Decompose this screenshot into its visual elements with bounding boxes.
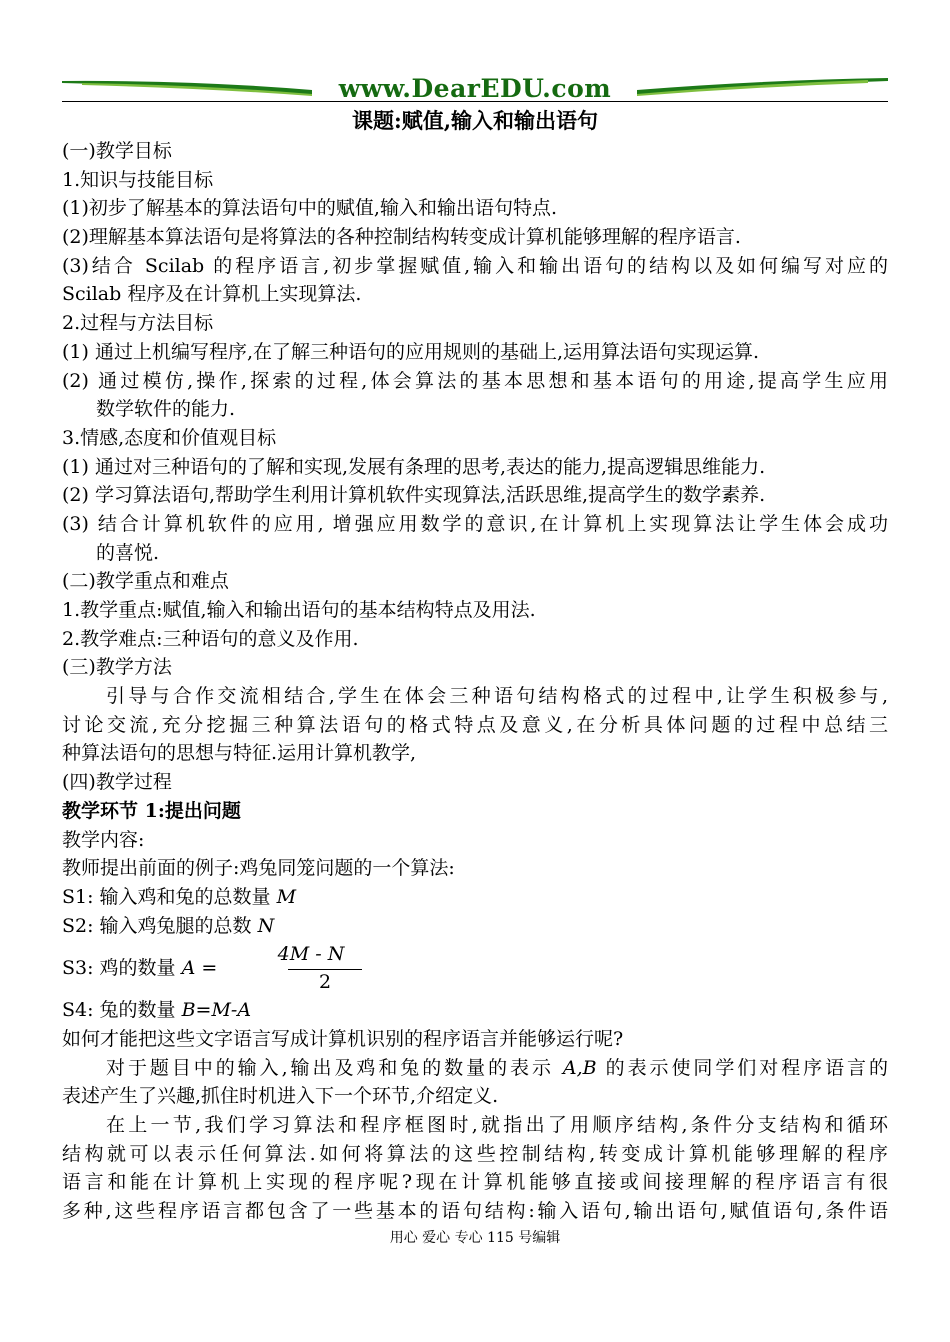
math-variable: M [276, 885, 297, 908]
text-line: (2) 通过模仿,操作,探索的过程,体会算法的基本思想和基本语句的用途,提高学生应用 [62, 369, 888, 392]
text-line: 的喜悦. [96, 541, 160, 564]
section-heading: (一)教学目标 [62, 140, 172, 162]
step-heading: 教学环节 1:提出问题 [62, 799, 241, 822]
text-line: 表述产生了兴趣,抓住时机进入下一个环节,介绍定义. [62, 1085, 499, 1108]
text-line: 在上一节,我们学习算法和程序框图时,就指出了用顺序结构,条件分支结构和循环 [106, 1114, 888, 1136]
text-line: 1.教学重点:赋值,输入和输出语句的基本结构特点及用法. [62, 599, 536, 621]
step-text: S3: 鸡的数量 [62, 957, 176, 980]
text-line: (2) 学习算法语句,帮助学生利用计算机软件实现算法,活跃思维,提高学生的数学素养. [62, 484, 766, 507]
step-text: S1: 输入鸡和兔的总数量 [62, 885, 277, 908]
text-line: (1) 通过对三种语句的了解和实现,发展有条理的思考,表达的能力,提高逻辑思维能力. [62, 455, 766, 478]
text-line: Scilab 程序及在计算机上实现算法. [62, 283, 362, 306]
subsection-heading: 2.过程与方法目标 [62, 312, 214, 335]
formula-fraction [258, 940, 364, 996]
algorithm-step-s2 [62, 912, 888, 941]
text-line: (3) 结合计算机软件的应用, 增强应用数学的意识,在计算机上实现算法让学生体会成功 [62, 512, 888, 535]
text-line: (3)结合 Scilab 的程序语言,初步掌握赋值,输入和输出语句的结构以及如何编写对应的 [62, 254, 888, 277]
text-span: 对于题目中的输入,输出及鸡和兔的数量的表示 [106, 1056, 563, 1079]
text-line: 2.教学难点:三种语句的意义及作用. [62, 627, 359, 650]
text-line: 引导与合作交流相结合,学生在体会三种语句结构格式的过程中,让学生积极参与, [106, 685, 888, 708]
site-logo-text: www.DearEDU.com [338, 74, 612, 103]
page-footer: 用心 爱心 专心 115 号编辑 [389, 1230, 561, 1246]
step-label [62, 954, 217, 983]
step-text: S4: 兔的数量 [62, 999, 182, 1022]
text-line: (2)理解基本算法语句是将算法的各种控制结构转变成计算机能够理解的程序语言. [62, 226, 741, 249]
text-line: (1) 通过上机编写程序,在了解三种语句的应用规则的基础上,运用算法语句实现运算. [62, 340, 760, 363]
page-title: 课题:赋值,输入和输出语句 [351, 108, 599, 133]
text-line: 语言和能在计算机上实现的程序呢?现在计算机能够直接或间接理解的程序语言有很 [62, 1171, 888, 1194]
fraction-numerator: 4M - N [277, 943, 345, 966]
text-line: 多种,这些程序语言都包含了一些基本的语句结构:输入语句,输出语句,赋值语句,条件语 [62, 1200, 888, 1223]
text-line: 数学软件的能力. [96, 398, 236, 421]
text-line: 种算法语句的思想与特征.运用计算机教学, [62, 742, 417, 765]
text-line: (1)初步了解基本的算法语句中的赋值,输入和输出语句特点. [62, 197, 557, 220]
formula-lhs: A = [181, 957, 218, 980]
math-variable: A,B [562, 1056, 597, 1079]
text-line: 讨论交流,充分挖掘三种算法语句的格式特点及意义,在分析具体问题的过程中总结三 [62, 713, 888, 736]
algorithm-step-s4 [62, 996, 888, 1025]
text-line: 教学内容: [62, 828, 145, 851]
fraction-denominator: 2 [318, 971, 332, 994]
section-heading: (二)教学重点和难点 [62, 570, 229, 593]
text-line: 如何才能把这些文字语言写成计算机识别的程序语言并能够运行呢? [62, 1027, 624, 1050]
step-text: S2: 输入鸡兔腿的总数 [62, 914, 258, 937]
text-line [62, 1054, 888, 1083]
section-heading: (三)教学方法 [62, 656, 172, 679]
algorithm-step-s1 [62, 883, 888, 912]
math-variable: N [257, 914, 275, 937]
subsection-heading: 3.情感,态度和价值观目标 [62, 426, 277, 449]
section-heading: (四)教学过程 [62, 771, 172, 794]
document-body [62, 137, 888, 1226]
header-divider [62, 101, 888, 102]
text-line: 结构就可以表示任何算法.如何将算法的这些控制结构,转变成计算机能够理解的程序 [62, 1142, 888, 1165]
math-expression: B=M-A [181, 999, 252, 1022]
subsection-heading: 1.知识与技能目标 [62, 168, 214, 191]
algorithm-step-s3 [62, 940, 888, 996]
text-line: 教师提出前面的例子:鸡兔同笼问题的一个算法: [62, 857, 455, 880]
text-span: 的表示使同学们对程序语言的 [596, 1056, 888, 1079]
